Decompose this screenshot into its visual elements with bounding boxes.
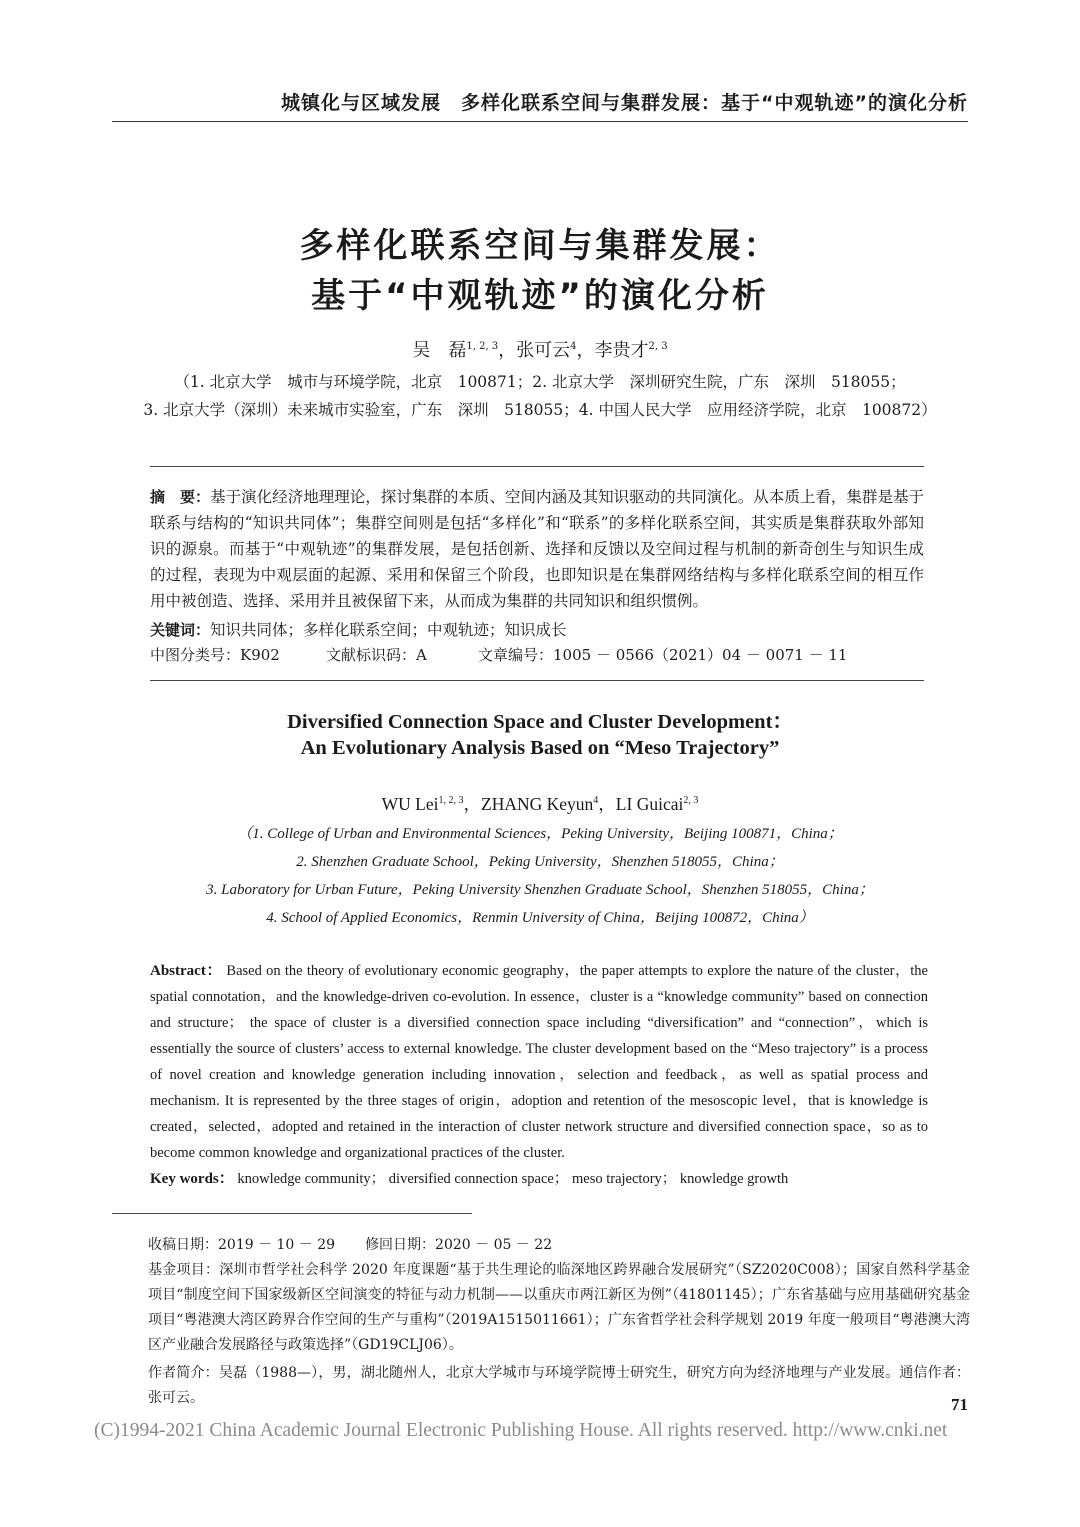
footnote-author-bio: 作者简介：吴磊（1988—），男，湖北随州人，北京大学城市与环境学院博士研究生，研究方向为经济地理与产业发展。通信作者：张可云。 — [148, 1365, 970, 1406]
en-author-name: WU Lei — [381, 794, 439, 814]
abstract-bottom-rule — [150, 680, 924, 681]
revised-date: 修回日期：2020 － 05 － 22 — [365, 1237, 553, 1253]
copyright-watermark: (C)1994-2021 China Academic Journal Electronic Publishing House. All rights reserved. http://www.cnki.net — [94, 1420, 948, 1441]
en-author-name: LI Guicai — [615, 794, 684, 814]
en-keywords — [150, 1166, 928, 1192]
page-number: 71 — [951, 1395, 968, 1414]
author-separator: ， — [576, 340, 595, 361]
cn-author-name: 李贵才 — [594, 340, 649, 361]
clc-number: 中图分类号：K902 — [150, 646, 280, 664]
cn-title-line-2: 基于“中观轨迹”的演化分析 — [311, 276, 769, 316]
cn-author-sup: 4 — [570, 341, 577, 352]
cn-affiliation-line-2: 3. 北京大学（深圳）未来城市实验室，广东 深圳 518055；4. 中国人民大学 应用经济学院，北京 100872） — [143, 401, 937, 419]
running-header-section: 城镇化与区域发展 — [281, 92, 442, 114]
author-separator: ， — [463, 794, 482, 814]
cn-author-name: 张可云 — [516, 340, 571, 361]
en-affiliation-line: 4. School of Applied Economics，Renmin University of China，Beijing 100872，China） — [266, 910, 814, 926]
cn-author-sup: 1, 2, 3 — [466, 341, 499, 352]
en-keywords-label: Key words： — [150, 1171, 234, 1187]
en-author-sup: 4 — [593, 795, 599, 806]
en-author-sup: 2, 3 — [683, 795, 699, 806]
cn-keywords-text: 知识共同体；多样化联系空间；中观轨迹；知识成长 — [210, 621, 567, 639]
author-separator: ， — [498, 340, 517, 361]
footnote-rule — [112, 1213, 472, 1214]
received-date: 收稿日期：2019 － 10 － 29 — [148, 1237, 336, 1253]
footnote-dates — [148, 1233, 970, 1258]
header-rule — [112, 121, 968, 122]
running-header — [112, 88, 968, 115]
cn-abstract-text: 基于演化经济地理理论，探讨集群的本质、空间内涵及其知识驱动的共同演化。从本质上看，集群是基于联系与结构的“知识共同体”；集群空间则是包括“多样化”和“联系”的多样化联系空间，其实质是集群获取外部知识的源泉。而基于“中观轨迹”的集群发展，是包括创新、选择和反馈以及空间过程与机制的新奇创生与知识生成的过程，表现为中观层面的起源、采用和保留三个阶段，也即知识是在集群网络结构与多样化联系空间的相互作用中被创造、选择、采用并且被保留下来，从而成为集群的共同知识和组织惯例。 — [150, 488, 924, 610]
cn-abstract-label: 摘 要： — [150, 488, 211, 506]
abstract-top-rule — [150, 466, 924, 467]
cn-abstract — [150, 484, 924, 614]
en-keywords-text: knowledge community； diversified connection space； meso trajectory； knowledge growth — [233, 1171, 789, 1187]
footnote-funding: 基金项目：深圳市哲学社会科学 2020 年度课题“基于共生理论的临深地区跨界融合发展研究”（SZ2020C008）；国家自然科学基金项目“制度空间下国家级新区空间演变的特征与动力机制——以重庆市两江新区为例”（41801145）；广东省基础与应用基础研究基金项目“粤港澳大湾区跨界合作空间的生产与重构”（2019A1515011661）；广东省哲学社会科学规划 2019 年度一般项目“粤港澳大湾区产业融合发展路径与政策选择”（GD19CLJ06）。 — [148, 1262, 970, 1353]
cn-author-name: 吴 磊 — [412, 340, 467, 361]
en-title-line-1: Diversified Connection Space and Cluster Development： — [287, 711, 793, 733]
en-affiliation-line: （1. College of Urban and Environmental Sciences，Peking University，Beijing 100871，China； — [237, 826, 843, 842]
author-separator: ， — [598, 794, 616, 814]
en-abstract-text: Based on the theory of evolutionary economic geography，the paper attempts to explore the nature of the cluster，the spatial connotation，and the knowledge-driven co-evolution. In essence，cluster is a “knowledge community” based on connection and structure； the space of cluster is a diversified connection space including “diversification” and “connection”，which is essentially the source of clusters’ access to external knowledge. The cluster development based on the “Meso trajectory” is a process of novel creation and knowledge generation including innovation，selection and feedback，as well as spatial process and mechanism. It is represented by the three stages of origin，adoption and retention of the mesoscopic level，that is knowledge is created，selected，adopted and retained in the interaction of cluster network structure and diversified connection space，so as to become common knowledge and organizational practices of the cluster. — [150, 963, 928, 1161]
cn-keywords-label: 关键词： — [150, 621, 211, 639]
cn-keywords — [150, 617, 924, 643]
en-affiliation-line: 2. Shenzhen Graduate School，Peking University，Shenzhen 518055，China； — [296, 854, 784, 870]
en-title-line-2: An Evolutionary Analysis Based on “Meso Trajectory” — [300, 737, 780, 759]
en-authors — [0, 791, 1080, 816]
en-abstract — [150, 958, 928, 1166]
en-affiliation-line: 3. Laboratory for Urban Future，Peking University Shenzhen Graduate School，Shenzhen 518055，China； — [206, 882, 874, 898]
en-author-sup: 1, 2, 3 — [438, 795, 464, 806]
running-header-title: 多样化联系空间与集群发展：基于“中观轨迹”的演化分析 — [461, 92, 968, 114]
cn-author-sup: 2, 3 — [648, 341, 668, 352]
document-code: 文献标识码：A — [326, 646, 427, 664]
cn-authors — [0, 336, 1080, 362]
en-abstract-label: Abstract： — [150, 963, 223, 979]
en-author-name: ZHANG Keyun — [481, 794, 594, 814]
cn-title-line-1: 多样化联系空间与集群发展： — [299, 226, 781, 266]
article-number: 文章编号：1005 － 0566（2021）04 － 0071 － 11 — [478, 646, 848, 664]
cn-affiliation-line-1: （1. 北京大学 城市与环境学院，北京 100871；2. 北京大学 深圳研究生院，广东 深圳 518055； — [174, 373, 906, 391]
